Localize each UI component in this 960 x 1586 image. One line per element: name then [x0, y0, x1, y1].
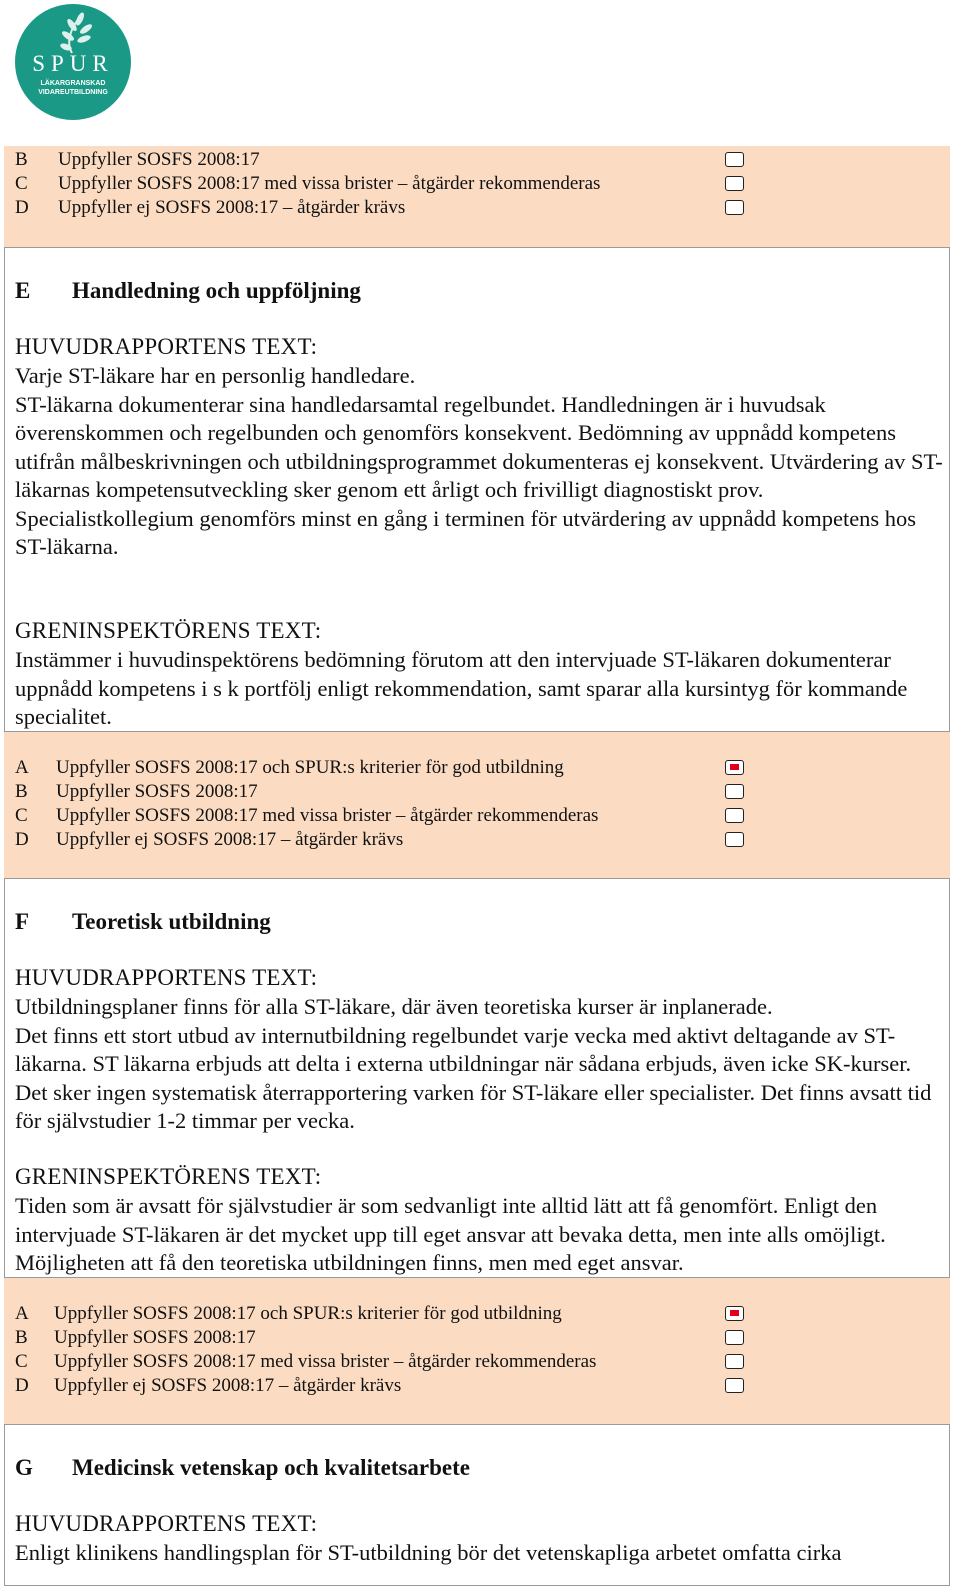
rating-text: Uppfyller ej SOSFS 2008:17 – åtgärder krävs	[54, 1375, 402, 1396]
rating-text: Uppfyller SOSFS 2008:17	[54, 1327, 256, 1348]
main-report-label: HUVUDRAPPORTENS TEXT:	[15, 334, 318, 359]
paragraph: Varje ST-läkare har en personlig handledare.	[15, 363, 416, 388]
rating-letter: C	[15, 805, 28, 826]
rating-checkbox[interactable]	[725, 176, 744, 191]
section-title: Teoretisk utbildning	[72, 909, 271, 934]
rating-checkbox[interactable]	[725, 832, 744, 847]
rating-checkbox[interactable]	[725, 808, 744, 823]
rating-letter: C	[15, 173, 28, 194]
logo-name: SPUR	[32, 51, 114, 76]
rating-letter: D	[15, 829, 29, 850]
rating-letter: D	[15, 197, 29, 218]
rating-block-f	[4, 1277, 950, 1425]
rating-letter: B	[15, 1327, 28, 1348]
paragraph: Enligt klinikens handlingsplan för ST-utbildning bör det vetenskapliga arbetet omfatta cirka	[15, 1540, 842, 1565]
rating-row	[4, 1302, 950, 1326]
section-letter: G	[15, 1455, 33, 1480]
rating-checkbox[interactable]	[725, 1330, 744, 1345]
logo-tagline-1: LÄKARGRANSKAD	[40, 80, 106, 87]
rating-checkbox[interactable]	[725, 1354, 744, 1369]
branch-inspector-text	[15, 646, 945, 732]
paragraph: Tiden som är avsatt för självstudier är som sedvanligt inte alltid lätt att få genomfört. Enligt den intervjuade ST-läkaren är det mycket upp till eget ansvar att bevaka detta, men inte alls omöjligt. Möjligheten att få den teoretiska utbildningen finns, men med eget ansvar.	[15, 1193, 886, 1275]
main-report-label: HUVUDRAPPORTENS TEXT:	[15, 965, 318, 990]
rating-text: Uppfyller SOSFS 2008:17 och SPUR:s kriterier för god utbildning	[54, 1303, 562, 1324]
rating-letter: B	[15, 149, 28, 170]
rating-checkbox[interactable]	[725, 152, 744, 167]
rating-letter: C	[15, 1351, 28, 1372]
section-title: Medicinsk vetenskap och kvalitetsarbete	[72, 1455, 471, 1480]
rating-text: Uppfyller ej SOSFS 2008:17 – åtgärder krävs	[58, 197, 406, 218]
rating-letter: D	[15, 1375, 29, 1396]
logo-tagline-2: VIDAREUTBILDNING	[38, 89, 108, 96]
section-letter: F	[15, 909, 30, 934]
section-letter: E	[15, 278, 31, 303]
paragraph: ST-läkarna dokumenterar sina handledarsamtal regelbundet. Handledningen är i huvudsak överenskommen och regelbunden och genomförs konsekvent. Bedömning av uppnådd kompetens utifrån målbeskrivningen och utbildningsprogrammet dokumenteras ej konsekvent. Utvärdering av ST-läkarnas kompetensutveckling sker genom ett årligt och frivilligt diagnostiskt prov.	[15, 391, 943, 502]
rating-row	[4, 196, 950, 220]
rating-row	[4, 828, 950, 852]
rating-text: Uppfyller SOSFS 2008:17 och SPUR:s kriterier för god utbildning	[56, 757, 564, 778]
rating-row	[4, 1350, 950, 1374]
rating-checkbox-checked[interactable]	[725, 760, 744, 775]
rating-checkbox[interactable]	[725, 200, 744, 215]
branch-inspector-text	[15, 1192, 945, 1278]
rating-text: Uppfyller ej SOSFS 2008:17 – åtgärder krävs	[56, 829, 404, 850]
rating-checkbox[interactable]	[725, 1378, 744, 1393]
spur-logo	[14, 3, 132, 121]
rating-letter: A	[15, 1303, 29, 1324]
rating-row	[4, 756, 950, 780]
main-report-text	[15, 993, 945, 1136]
main-report-text	[15, 362, 945, 562]
rating-row	[4, 780, 950, 804]
rating-row	[4, 172, 950, 196]
section-title: Handledning och uppföljning	[72, 278, 361, 303]
rating-text: Uppfyller SOSFS 2008:17 med vissa brister – åtgärder rekommenderas	[58, 173, 601, 194]
paragraph: Utbildningsplaner finns för alla ST-läkare, där även teoretiska kurser är inplanerade.	[15, 994, 773, 1019]
rating-block-top	[4, 146, 950, 248]
paragraph: Det finns ett stort utbud av internutbildning regelbundet varje vecka med aktivt deltagande av ST-läkarna. ST läkarna erbjuds att delta i externa utbildningar när sådana erbjuds, även icke SK-kurser. Det sker ingen systematisk återrapportering varken för ST-läkare eller specialister. Det finns avsatt tid för självstudier 1-2 timmar per vecka.	[15, 1022, 932, 1133]
paragraph: Instämmer i huvudinspektörens bedömning förutom att den intervjuade ST-läkaren dokumenterar uppnådd kompetens i s k portfölj enligt rekommendation, samt sparar alla kursintyg för kommande specialitet.	[15, 647, 908, 729]
rating-text: Uppfyller SOSFS 2008:17 med vissa brister – åtgärder rekommenderas	[54, 1351, 597, 1372]
branch-inspector-label: GRENINSPEKTÖRENS TEXT:	[15, 1164, 322, 1189]
rating-text: Uppfyller SOSFS 2008:17	[56, 781, 258, 802]
main-report-text	[15, 1539, 945, 1568]
paragraph: Specialistkollegium genomförs minst en gång i terminen för utvärdering av uppnådd kompetens hos ST-läkarna.	[15, 505, 917, 559]
rating-checkbox[interactable]	[725, 784, 744, 799]
main-report-label: HUVUDRAPPORTENS TEXT:	[15, 1511, 318, 1536]
rating-row	[4, 148, 950, 172]
rating-row	[4, 804, 950, 828]
rating-row	[4, 1326, 950, 1350]
branch-inspector-label: GRENINSPEKTÖRENS TEXT:	[15, 618, 322, 643]
rating-checkbox-checked[interactable]	[725, 1306, 744, 1321]
rating-block-e	[4, 731, 950, 879]
rating-text: Uppfyller SOSFS 2008:17	[58, 149, 260, 170]
rating-text: Uppfyller SOSFS 2008:17 med vissa brister – åtgärder rekommenderas	[56, 805, 599, 826]
rating-letter: B	[15, 781, 28, 802]
rating-row	[4, 1374, 950, 1398]
rating-letter: A	[15, 757, 29, 778]
